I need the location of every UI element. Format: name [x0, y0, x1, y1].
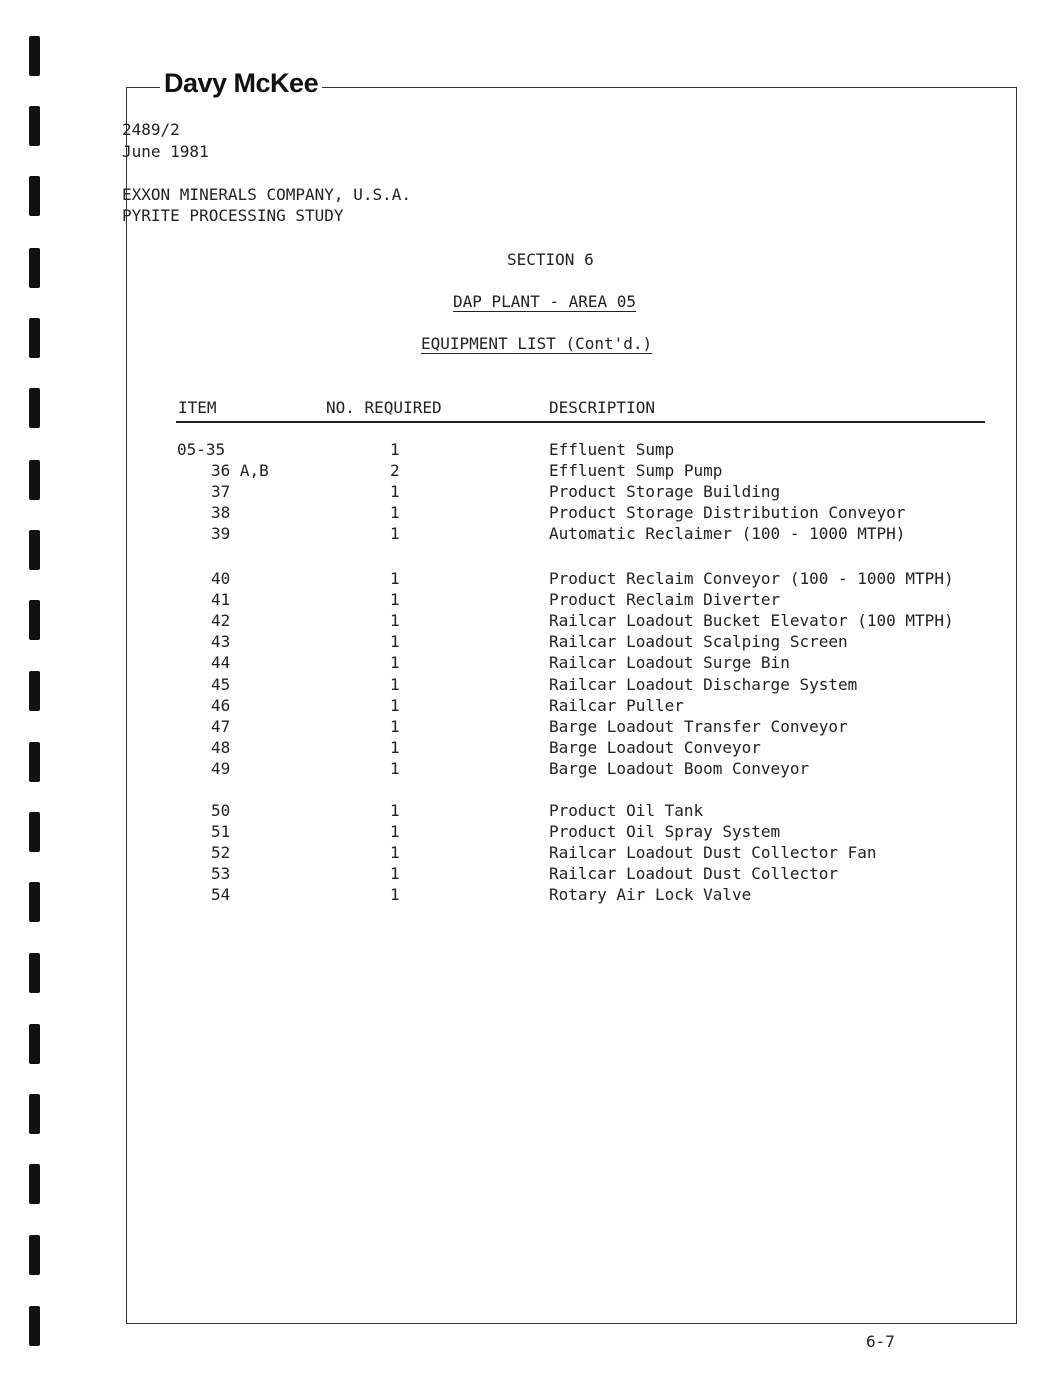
- item-description: Product Storage Building: [549, 482, 781, 502]
- quantity-required: 1: [390, 864, 400, 884]
- item-description: Barge Loadout Transfer Conveyor: [549, 716, 848, 736]
- item-description: Barge Loadout Conveyor: [549, 737, 761, 757]
- item-description: Product Oil Tank: [549, 801, 704, 820]
- binder-hole: [29, 1094, 40, 1134]
- binder-hole: [29, 388, 40, 428]
- item-description: Effluent Sump Pump: [549, 461, 723, 481]
- quantity-required: 1: [390, 524, 400, 544]
- company-logo: Davy McKee: [160, 68, 322, 99]
- table-row: [0, 632, 1063, 653]
- item-number: 37: [211, 482, 231, 502]
- column-header-description: DESCRIPTION: [549, 398, 655, 417]
- area-heading: DAP PLANT - AREA 05: [453, 292, 637, 311]
- header-rule: [176, 421, 985, 423]
- table-row: [0, 569, 1063, 590]
- item-number: 40: [211, 569, 231, 588]
- item-description: Railcar Loadout Surge Bin: [549, 653, 790, 673]
- quantity-required: 1: [390, 801, 400, 820]
- item-number: 42: [211, 611, 231, 631]
- table-row: [0, 440, 1063, 461]
- page-number: 6-7: [866, 1332, 895, 1351]
- item-number: 50: [211, 801, 231, 820]
- item-number: 46: [211, 695, 231, 715]
- table-row: [0, 864, 1063, 885]
- item-description: Railcar Loadout Bucket Elevator (100 MTPH): [549, 611, 954, 631]
- quantity-required: 1: [390, 843, 400, 863]
- quantity-required: 1: [390, 653, 400, 673]
- quantity-required: 1: [390, 611, 400, 631]
- binder-hole: [29, 953, 40, 993]
- item-description: Product Reclaim Conveyor (100 - 1000 MTPH): [549, 569, 954, 588]
- binder-hole: [29, 106, 40, 146]
- item-number: 49: [211, 758, 231, 778]
- quantity-required: 1: [390, 503, 400, 523]
- table-row: [0, 503, 1063, 524]
- study-title: PYRITE PROCESSING STUDY: [122, 206, 344, 225]
- table-row: [0, 524, 1063, 545]
- binder-hole: [29, 318, 40, 358]
- quantity-required: 2: [390, 461, 400, 481]
- list-title: EQUIPMENT LIST (Cont'd.): [421, 334, 653, 353]
- table-row: [0, 590, 1063, 611]
- item-description: Railcar Puller: [549, 695, 684, 715]
- item-description: Railcar Loadout Discharge System: [549, 674, 858, 694]
- item-description: Effluent Sump: [549, 440, 675, 459]
- quantity-required: 1: [390, 758, 400, 778]
- quantity-required: 1: [390, 569, 400, 588]
- item-description: Railcar Loadout Dust Collector: [549, 864, 838, 884]
- table-row: [0, 801, 1063, 822]
- item-description: Rotary Air Lock Valve: [549, 885, 752, 905]
- item-number: 54: [211, 885, 231, 905]
- item-number: 53: [211, 864, 231, 884]
- table-row: [0, 759, 1063, 780]
- item-number: 05-35: [177, 440, 226, 459]
- item-number: 39: [211, 524, 231, 544]
- item-description: Railcar Loadout Scalping Screen: [549, 632, 848, 652]
- quantity-required: 1: [390, 590, 400, 610]
- binder-hole: [29, 1164, 40, 1204]
- quantity-required: 1: [390, 822, 400, 842]
- binder-hole: [29, 36, 40, 76]
- item-description: Product Reclaim Diverter: [549, 590, 781, 610]
- quantity-required: 1: [390, 737, 400, 757]
- quantity-required: 1: [390, 632, 400, 652]
- table-row: [0, 822, 1063, 843]
- item-description: Product Oil Spray System: [549, 822, 781, 842]
- item-description: Railcar Loadout Dust Collector Fan: [549, 843, 877, 863]
- item-number: 43: [211, 632, 231, 652]
- binder-hole: [29, 1306, 40, 1346]
- table-row: [0, 885, 1063, 906]
- column-header-qty: NO. REQUIRED: [326, 398, 442, 417]
- quantity-required: 1: [390, 716, 400, 736]
- table-row: [0, 461, 1063, 482]
- item-number: 41: [211, 590, 231, 610]
- item-number: 45: [211, 674, 231, 694]
- item-number: 38: [211, 503, 231, 523]
- item-number: 51: [211, 822, 231, 842]
- item-description: Product Storage Distribution Conveyor: [549, 503, 906, 523]
- item-number: 48: [211, 737, 231, 757]
- quantity-required: 1: [390, 674, 400, 694]
- column-header-item: ITEM: [178, 398, 217, 417]
- quantity-required: 1: [390, 482, 400, 502]
- document-number: 2489/2: [122, 120, 180, 139]
- table-row: [0, 675, 1063, 696]
- quantity-required: 1: [390, 695, 400, 715]
- quantity-required: 1: [390, 885, 400, 905]
- table-row: [0, 611, 1063, 632]
- item-number: 52: [211, 843, 231, 863]
- binder-hole: [29, 176, 40, 216]
- table-row: [0, 482, 1063, 503]
- binder-hole: [29, 248, 40, 288]
- document-date: June 1981: [122, 142, 209, 161]
- item-description: Automatic Reclaimer (100 - 1000 MTPH): [549, 524, 906, 544]
- item-number: 44: [211, 653, 231, 673]
- quantity-required: 1: [390, 440, 400, 459]
- table-row: [0, 696, 1063, 717]
- table-row: [0, 738, 1063, 759]
- item-number: 47: [211, 716, 231, 736]
- table-row: [0, 717, 1063, 738]
- section-heading: SECTION 6: [507, 250, 594, 269]
- item-description: Barge Loadout Boom Conveyor: [549, 758, 810, 778]
- table-row: [0, 843, 1063, 864]
- item-number: 36 A,B: [211, 461, 269, 481]
- table-row: [0, 653, 1063, 674]
- client-name: EXXON MINERALS COMPANY, U.S.A.: [122, 185, 411, 204]
- binder-hole: [29, 1235, 40, 1275]
- binder-hole: [29, 1024, 40, 1064]
